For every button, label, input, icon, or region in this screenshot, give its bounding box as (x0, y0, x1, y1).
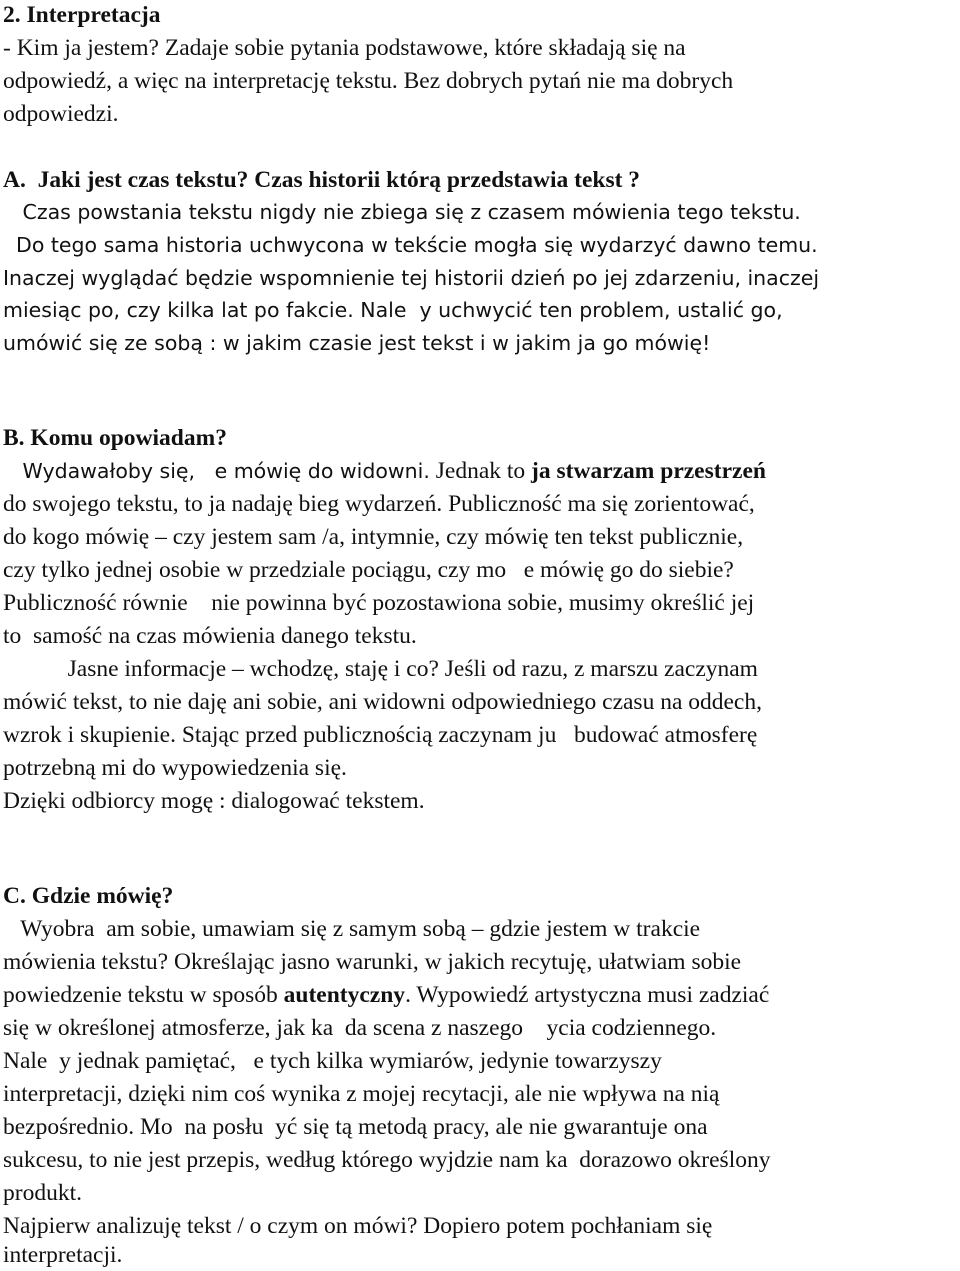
section-b-line: Dzięki odbiorcy mogę : dialogować tekstem. (3, 788, 425, 814)
section-b-line: potrzebną mi do wypowiedzenia się. (3, 755, 347, 781)
section-heading: 2. Interpretacja (3, 2, 161, 28)
section-b-title: B. Komu opowiadam? (3, 425, 227, 451)
section-b-line-group (3, 460, 766, 484)
section-a-line: Nale y uchwycić ten problem, ustalić go, (353, 298, 783, 322)
section-c-line: Wyobra am sobie, umawiam się z samym sobą – gdzie jestem w trakcie (3, 916, 701, 942)
section-a-line: miesiąc po, czy kilka lat po fakcie. (3, 298, 354, 322)
section-c-line: powiedzenie tekstu w sposób (3, 982, 284, 1008)
section-c-title: C. Gdzie mówię? (3, 883, 174, 909)
intro-line-3: odpowiedzi. (3, 101, 119, 127)
section-b-line: Jednak to (429, 458, 532, 484)
section-c-emphasis: autentyczny (283, 982, 406, 1008)
section-b-emphasis: ja stwarzam przestrzeń (531, 458, 766, 484)
section-b-line: czy tylko jednej osobie w przedziale pociągu, czy mo e mówię go do siebie? (3, 557, 734, 583)
section-c-line: interpretacji, dzięki nim coś wynika z mojej recytacji, ale nie wpływa na nią (3, 1081, 720, 1107)
section-a-line: umówić się ze sobą : w jakim czasie jest tekst i w jakim ja go mówię! (3, 331, 711, 355)
section-c-line: sukcesu, to nie jest przepis, według którego wyjdzie nam ka dorazowo określony (3, 1147, 771, 1173)
section-b-line: do swojego tekstu, to ja nadaję bieg wydarzeń. (3, 491, 443, 517)
section-b-line: Publiczność równie nie powinna być pozostawiona sobie, musimy określić jej (3, 590, 755, 616)
section-c-line: . Wypowiedź artystyczna musi zadziać (405, 982, 770, 1008)
section-b-line: to samość na czas mówienia danego tekstu. (3, 623, 417, 649)
section-c-line: Najpierw analizuję tekst / o czym on mówi? Dopiero potem pochłaniam się (3, 1213, 713, 1239)
section-a-line-group (3, 300, 783, 321)
section-c-line: mówienia tekstu? Określając jasno warunki, w jakich recytuję, ułatwiam sobie (3, 949, 742, 975)
intro-line-1: - Kim ja jestem? Zadaje sobie pytania podstawowe, które składają się na (3, 35, 686, 61)
section-b-line: Wydawałoby się, e mówię do widowni. (3, 459, 430, 483)
section-a-line: Czas powstania tekstu nigdy nie zbiega się z czasem mówienia tego tekstu. (3, 200, 801, 224)
section-c-line: produkt. (3, 1180, 82, 1206)
section-a-line: Do tego sama historia uchwycona w tekście mogła się wydarzyć dawno temu. (3, 233, 818, 257)
section-b-line: Jasne informacje – wchodzę, staję i co? Jeśli od razu, z marszu zaczynam (3, 656, 758, 682)
section-b-line: Publiczność ma się zorientować, (442, 491, 755, 517)
section-b-line-group (3, 493, 755, 517)
section-c-line: się w określonej atmosferze, jak ka da scena z naszego ycia codziennego. (3, 1015, 717, 1041)
section-b-line: wzrok i skupienie. Stając przed publicznością zaczynam ju budować atmosferę (3, 722, 758, 748)
section-a-title: A. Jaki jest czas tekstu? Czas historii którą przedstawia tekst ? (3, 167, 641, 193)
section-c-line: interpretacji. (3, 1242, 123, 1268)
section-c-line: Nale y jednak pamiętać, e tych kilka wymiarów, jedynie towarzyszy (3, 1048, 662, 1074)
section-a-line: Inaczej wyglądać będzie wspomnienie tej historii dzień po jej zdarzeniu, inaczej (3, 266, 820, 290)
intro-line-2: odpowiedź, a więc na interpretację tekstu. Bez dobrych pytań nie ma dobrych (3, 68, 734, 94)
section-b-line: do kogo mówię – czy jestem sam /a, intymnie, czy mówię ten tekst publicznie, (3, 524, 744, 550)
section-b-line: mówić tekst, to nie daję ani sobie, ani widowni odpowiedniego czasu na oddech, (3, 689, 762, 715)
section-c-line-group (3, 984, 769, 1008)
section-c-line: bezpośrednio. Mo na posłu yć się tą metodą pracy, ale nie gwarantuje ona (3, 1114, 708, 1140)
